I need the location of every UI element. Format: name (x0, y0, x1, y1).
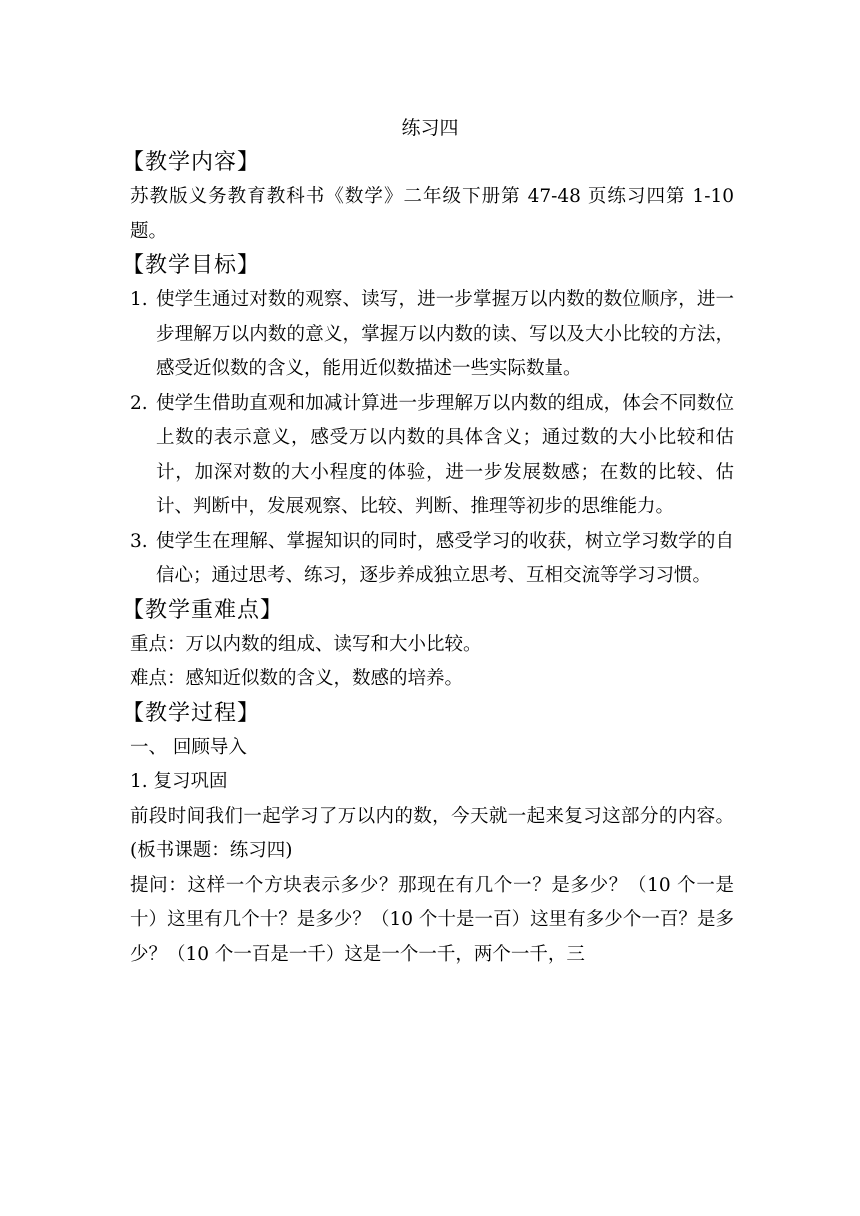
process-step-heading: 1. 复习巩固 (130, 771, 228, 792)
list-item-text: 使学生在理解、掌握知识的同时，感受学习的收获，树立学习数学的自信心；通过思考、练习，逐步养成独立思考、互相交流等学习习惯。 (156, 530, 734, 586)
section-heading-process: 【教学过程】 (122, 700, 261, 726)
focus-paragraph: 重点：万以内数的组成、读写和大小比较。 (130, 633, 482, 655)
list-item-number: 3. (130, 530, 148, 552)
content-paragraph: 苏教版义务教育教科书《数学》二年级下册第 47-48 页练习四第 1-10 题。 (130, 186, 734, 242)
process-part-heading: 一、 回顾导入 (130, 736, 247, 758)
goals-list (130, 283, 734, 594)
section-heading-content: 【教学内容】 (122, 150, 261, 175)
list-item-number: 1. (130, 289, 148, 310)
list-item (130, 525, 734, 594)
document-body (122, 146, 734, 972)
list-item (130, 283, 734, 387)
list-item (130, 387, 734, 525)
intro-paragraph: 前段时间我们一起学习了万以内的数，今天就一起来复习这部分的内容。(板书课题：练习四) (130, 805, 734, 861)
list-item-text: 使学生通过对数的观察、读写，进一步掌握万以内数的数位顺序，进一步理解万以内数的意义，掌握万以内数的读、写以及大小比较的方法，感受近似数的含义，能用近似数描述一些实际数量。 (156, 289, 734, 379)
section-heading-key-points: 【教学重难点】 (122, 597, 284, 623)
difficulty-paragraph: 难点：感知近似数的含义，数感的培养。 (130, 668, 464, 689)
question-paragraph: 提问：这样一个方块表示多少？那现在有几个一？是多少？（10 个一是十）这里有几个十？是多少？（10 个十是一百）这里有多少个一百？是多少？（10 个一百是一千）这是一个一千，两个一千，三 (130, 874, 734, 965)
document-title: 练习四 (401, 117, 459, 139)
section-heading-goals: 【教学目标】 (122, 253, 261, 278)
list-item-text: 使学生借助直观和加减计算进一步理解万以内数的组成，体会不同数位上数的表示意义，感受万以内数的具体含义；通过数的大小比较和估计，加深对数的大小程度的体验，进一步发展数感；在数的比较、估计、判断中，发展观察、比较、判断、推理等初步的思维能力。 (156, 392, 734, 517)
list-item-number: 2. (130, 392, 148, 414)
